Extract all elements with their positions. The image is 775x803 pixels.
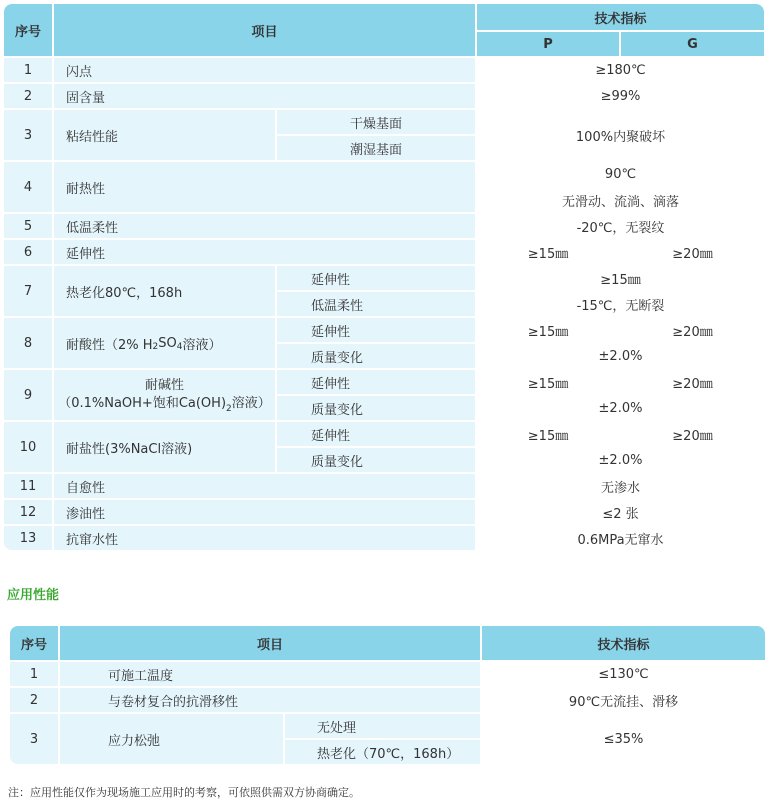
row8-item-mid: SO bbox=[158, 335, 177, 351]
row8-sub2: 质量变化 bbox=[277, 344, 475, 368]
row8-no: 8 bbox=[4, 318, 52, 368]
row12-value: ≤2 张 bbox=[477, 500, 764, 524]
footnote: 注：应用性能仅作为现场施工应用时的考察，可依照供需双方协商确定。 bbox=[8, 786, 360, 799]
row11-no: 11 bbox=[4, 474, 52, 498]
row2-value: ≥99% bbox=[477, 84, 764, 108]
header-spec: 技术指标 bbox=[477, 4, 764, 30]
row11-item: 自愈性 bbox=[54, 474, 475, 498]
row10-p: ≥15㎜ bbox=[477, 422, 619, 446]
row5-value: -20℃，无裂纹 bbox=[477, 214, 764, 238]
header-g: G bbox=[621, 32, 764, 56]
row13-item: 抗窜水性 bbox=[54, 526, 475, 550]
row10-value2: ±2.0% bbox=[477, 448, 764, 472]
row10-item: 耐盐性(3%NaCl溶液) bbox=[54, 422, 275, 472]
row10-sub1: 延伸性 bbox=[277, 422, 475, 446]
row6-item: 延伸性 bbox=[54, 240, 475, 264]
row4-no: 4 bbox=[4, 162, 52, 212]
t2-row3-item: 应力松弛 bbox=[60, 714, 283, 764]
row2-no: 2 bbox=[4, 84, 52, 108]
t2-row1-no: 1 bbox=[10, 662, 58, 686]
row10-g: ≥20㎜ bbox=[621, 422, 764, 446]
section-title: 应用性能 bbox=[7, 588, 60, 603]
row12-item: 渗油性 bbox=[54, 500, 475, 524]
header-no: 序号 bbox=[4, 4, 52, 56]
row3-sub1: 干燥基面 bbox=[277, 110, 475, 134]
row7-no: 7 bbox=[4, 266, 52, 316]
row1-no: 1 bbox=[4, 58, 52, 82]
t2-row1-item: 可施工温度 bbox=[60, 662, 480, 686]
row4-value2: 无滑动、流淌、滴落 bbox=[477, 188, 764, 212]
row9-item-line2 bbox=[58, 395, 271, 414]
row9-item bbox=[54, 370, 275, 420]
row8-g: ≥20㎜ bbox=[621, 318, 764, 342]
row9-g: ≥20㎜ bbox=[621, 370, 764, 394]
t2-row2-no: 2 bbox=[10, 688, 58, 712]
row8-sub1: 延伸性 bbox=[277, 318, 475, 342]
row13-value: 0.6MPa无窜水 bbox=[477, 526, 764, 550]
row9-value2: ±2.0% bbox=[477, 396, 764, 420]
t2-row3-no: 3 bbox=[10, 714, 58, 764]
row1-value: ≥180℃ bbox=[477, 58, 764, 82]
row9-sub2: 质量变化 bbox=[277, 396, 475, 420]
t2-header-item: 项目 bbox=[60, 626, 480, 660]
t2-row2-value: 90℃无流挂、滑移 bbox=[482, 688, 765, 712]
row5-item: 低温柔性 bbox=[54, 214, 475, 238]
t2-row3-sub2: 热老化（70℃，168h） bbox=[285, 740, 480, 764]
row4-value1: 90℃ bbox=[477, 162, 764, 186]
row2-item: 固含量 bbox=[54, 84, 475, 108]
row7-item: 热老化80℃，168h bbox=[54, 266, 275, 316]
t2-row1-value: ≤130℃ bbox=[482, 662, 765, 686]
header-p: P bbox=[477, 32, 619, 56]
row7-value1: ≥15㎜ bbox=[477, 266, 764, 290]
row9-sub1: 延伸性 bbox=[277, 370, 475, 394]
row8-p: ≥15㎜ bbox=[477, 318, 619, 342]
row7-value2: -15℃，无断裂 bbox=[477, 292, 764, 316]
t2-row3-value: ≤35% bbox=[482, 714, 765, 764]
row10-no: 10 bbox=[4, 422, 52, 472]
row10-sub2: 质量变化 bbox=[277, 448, 475, 472]
row6-no: 6 bbox=[4, 240, 52, 264]
row13-no: 13 bbox=[4, 526, 52, 550]
t2-row2-item: 与卷材复合的抗滑移性 bbox=[60, 688, 480, 712]
row3-sub2: 潮湿基面 bbox=[277, 136, 475, 160]
row8-item-text: 耐酸性（2% H bbox=[66, 337, 153, 353]
row8-item bbox=[54, 318, 275, 368]
row5-no: 5 bbox=[4, 214, 52, 238]
row9-p: ≥15㎜ bbox=[477, 370, 619, 394]
row8-item-sub1: 2 bbox=[152, 342, 159, 352]
row7-sub2: 低温柔性 bbox=[277, 292, 475, 316]
row9-item-sub: 2 bbox=[226, 403, 232, 414]
row6-g: ≥20㎜ bbox=[621, 240, 764, 264]
row3-no: 3 bbox=[4, 110, 52, 160]
row4-item: 耐热性 bbox=[54, 162, 475, 212]
t2-header-spec: 技术指标 bbox=[482, 626, 765, 660]
row6-p: ≥15㎜ bbox=[477, 240, 619, 264]
row8-value2: ±2.0% bbox=[477, 344, 764, 368]
row9-item-pre: （0.1%NaOH+饱和Ca(OH) bbox=[58, 395, 227, 411]
row8-item-sub2: 4 bbox=[176, 342, 183, 352]
t2-row3-sub1: 无处理 bbox=[285, 714, 480, 738]
row11-value: 无渗水 bbox=[477, 474, 764, 498]
row9-item-post: 溶液） bbox=[231, 395, 271, 411]
row12-no: 12 bbox=[4, 500, 52, 524]
row8-item-post: 溶液） bbox=[182, 337, 222, 353]
row3-value: 100%内聚破坏 bbox=[477, 110, 764, 160]
header-item: 项目 bbox=[54, 4, 475, 56]
t2-header-no: 序号 bbox=[10, 626, 58, 660]
row9-item-line1: 耐碱性 bbox=[144, 377, 184, 393]
row7-sub1: 延伸性 bbox=[277, 266, 475, 290]
row3-item: 粘结性能 bbox=[54, 110, 275, 160]
row1-item: 闪点 bbox=[54, 58, 475, 82]
row9-no: 9 bbox=[4, 370, 52, 420]
